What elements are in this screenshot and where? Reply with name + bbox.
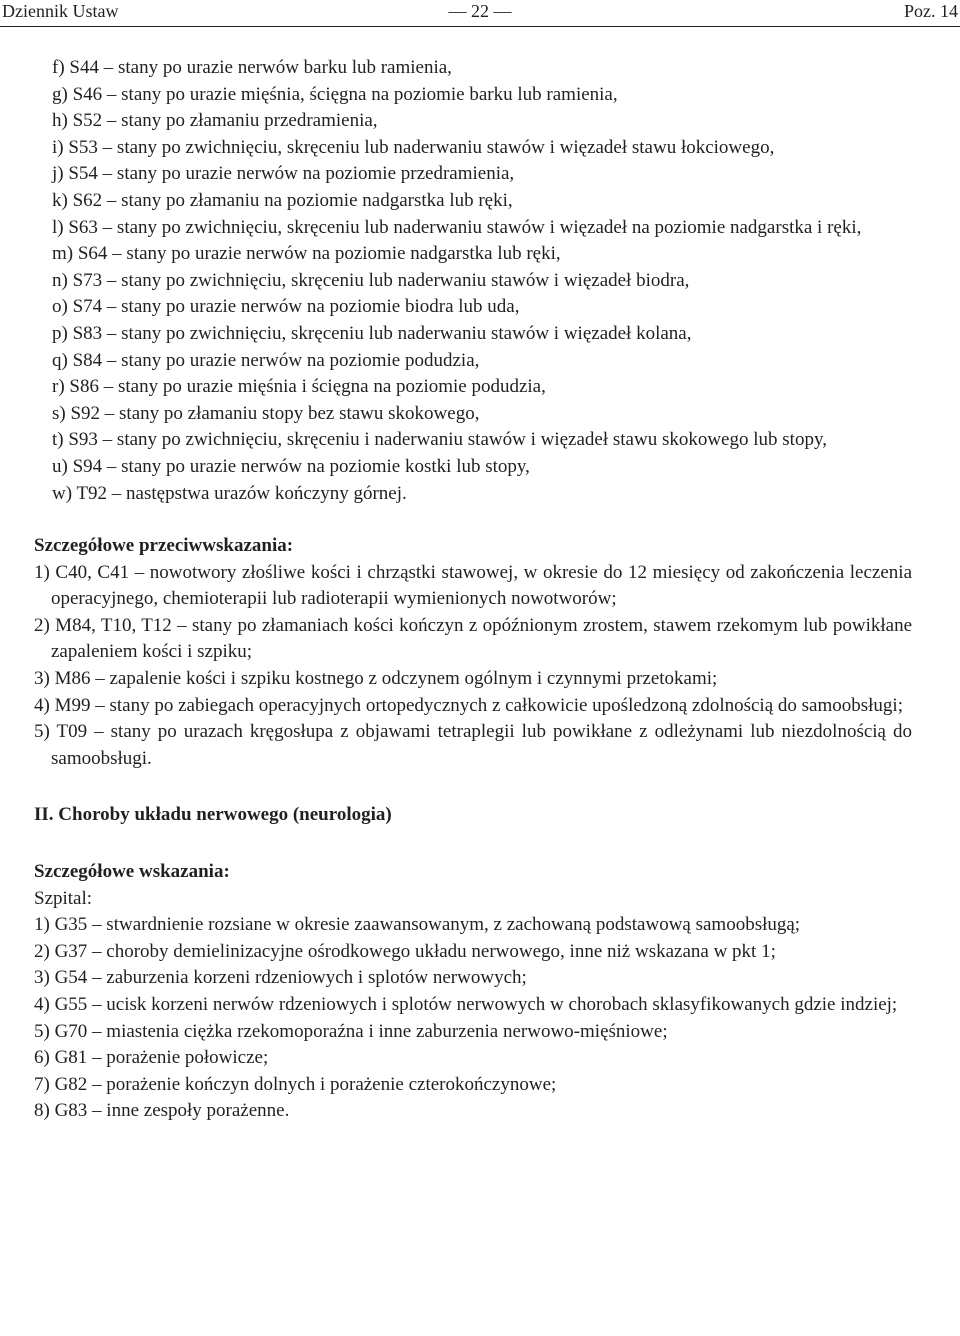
list-item: 2) G37 – choroby demielinizacyjne ośrodkowego układu nerwowego, inne niż wskazana w pkt 1; — [34, 940, 776, 962]
list-item: m) S64 – stany po urazie nerwów na poziomie nadgarstka lub ręki, — [52, 243, 561, 265]
list-item: 6) G81 – porażenie połowicze; — [34, 1047, 269, 1069]
spacer — [34, 507, 912, 533]
list-item: 3) M86 – zapalenie kości i szpiku kostnego z odczynem ogólnym i czynnymi przetokami; — [34, 668, 718, 690]
spacer — [34, 772, 912, 802]
list-item: j) S54 – stany po urazie nerwów na poziomie przedramienia, — [52, 163, 515, 185]
indications-heading: Szczegółowe wskazania: — [34, 861, 230, 883]
spacer — [34, 829, 912, 859]
list-item: g) S46 – stany po urazie mięśnia, ścięgna na poziomie barku lub ramienia, — [52, 83, 618, 105]
section-title: Choroby układu nerwowego (neurologia) — [58, 804, 392, 826]
journal-title: Dziennik Ustaw — [2, 1, 119, 21]
list-item: 7) G82 – porażenie kończyn dolnych i porażenie czterokończynowe; — [34, 1073, 557, 1095]
list-item: 1) C40, C41 – nowotwory złośliwe kości i chrząstki stawowej, w okresie do 12 miesięcy od zakończenia leczenia operacyjnego, chemioterapii lub radioterapii wymienionych nowotworów; — [34, 561, 912, 610]
list-item: k) S62 – stany po złamaniu na poziomie nadgarstka lub ręki, — [52, 189, 513, 211]
contraindications-heading: Szczegółowe przeciwwskazania: — [34, 535, 294, 557]
list-item: n) S73 – stany po zwichnięciu, skręceniu lub naderwaniu stawów i więzadeł biodra, — [52, 269, 690, 291]
position-number: Poz. 14 — [904, 1, 958, 21]
list-item: l) S63 – stany po zwichnięciu, skręceniu lub naderwaniu stawów i więzadeł na poziomie nadgarstka i ręki, — [52, 216, 862, 238]
list-item: h) S52 – stany po złamaniu przedramienia, — [52, 110, 378, 132]
list-item: 4) M99 – stany po zabiegach operacyjnych ortopedycznych z całkowicie upośledzoną zdolnością do samoobsługi; — [34, 694, 903, 716]
list-item: 5) T09 – stany po urazach kręgosłupa z objawami tetraplegii lub powikłane z odleżynami lub niezdolnością do samoobsługi. — [34, 721, 912, 769]
list-item: q) S84 – stany po urazie nerwów na poziomie podudzia, — [52, 349, 480, 371]
list-item: t) S93 – stany po zwichnięciu, skręceniu i naderwaniu stawów i więzadeł stawu skokowego lub stopy, — [52, 429, 827, 451]
list-item: i) S53 – stany po zwichnięciu, skręceniu lub naderwaniu stawów i więzadeł stawu łokciowego, — [52, 136, 775, 158]
list-item: s) S92 – stany po złamaniu stopy bez stawu skokowego, — [52, 402, 480, 424]
list-item: r) S86 – stany po urazie mięśnia i ścięgna na poziomie podudzia, — [52, 376, 546, 398]
letter-item-list — [34, 55, 912, 507]
list-item: w) T92 – następstwa urazów kończyny górnej. — [52, 482, 407, 504]
list-item: 2) M84, T10, T12 – stany po złamaniach kości kończyn z opóźnionym zrostem, stawem rzekomym lub powikłane zapaleniem kości i szpiku; — [34, 614, 912, 663]
list-item: 8) G83 – inne zespoły porażenne. — [34, 1100, 290, 1122]
list-item: p) S83 – stany po zwichnięciu, skręceniu lub naderwaniu stawów i więzadeł kolana, — [52, 322, 692, 344]
list-item: u) S94 – stany po urazie nerwów na poziomie kostki lub stopy, — [52, 455, 530, 477]
document-body — [34, 55, 912, 1125]
indications-subheading: Szpital: — [34, 887, 93, 909]
list-item: 5) G70 – miastenia ciężka rzekomoporaźna i inne zaburzenia nerwowo-mięśniowe; — [34, 1020, 668, 1042]
page-header — [0, 0, 960, 27]
list-item: o) S74 – stany po urazie nerwów na poziomie biodra lub uda, — [52, 296, 520, 318]
section-numeral: II. — [34, 804, 54, 826]
list-item: f) S44 – stany po urazie nerwów barku lub ramienia, — [52, 57, 452, 78]
contraindications-list — [34, 560, 912, 773]
list-item: 1) G35 – stwardnienie rozsiane w okresie zaawansowanym, z zachowaną podstawową samoobsługą; — [34, 914, 801, 936]
page-number: — 22 — — [448, 1, 512, 21]
section-heading — [34, 802, 912, 829]
indications-list — [34, 912, 912, 1125]
list-item: 4) G55 – ucisk korzeni nerwów rdzeniowych i splotów nerwowych w chorobach sklasyfikowanych gdzie indziej; — [34, 994, 898, 1015]
list-item: 3) G54 – zaburzenia korzeni rdzeniowych i splotów nerwowych; — [34, 967, 527, 989]
